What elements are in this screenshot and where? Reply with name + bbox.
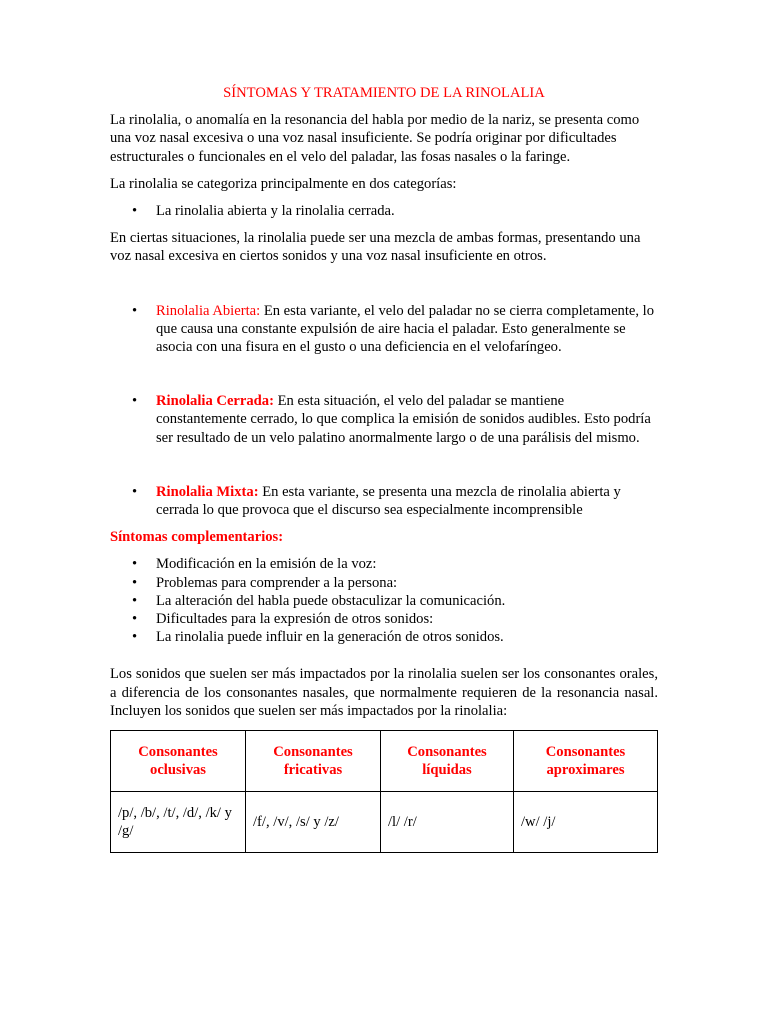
- bullet-icon: •: [132, 592, 138, 609]
- sounds-paragraph: Los sonidos que suelen ser más impactados por la rinolalia suelen ser los consonantes orales, a diferencia de los consonantes nasales, que normalmente requieren de la resonancia nasal. Incluyen los sonidos que suelen ser más impactados por la rinolalia:: [110, 666, 658, 719]
- type-label: Rinolalia Abierta:: [156, 302, 261, 319]
- table-header-cell: Consonantes aproximares: [514, 731, 658, 792]
- table-header-row: [111, 731, 658, 792]
- bullet-icon: •: [132, 203, 138, 220]
- bullet-icon: •: [132, 629, 138, 646]
- list-item-text: Modificación en la emisión de la voz:: [156, 556, 377, 573]
- intro-paragraph: La rinolalia, o anomalía en la resonancia del habla por medio de la nariz, se presenta como una voz nasal excesiva o una voz nasal insuficiente. Se podría originar por dificultades estructurales o funcionales en el velo del paladar, las fosas nasales o la faringe.: [110, 112, 640, 165]
- bullet-icon: •: [132, 393, 138, 410]
- list-item-text: La rinolalia puede influir en la generación de otros sonidos.: [156, 629, 504, 646]
- list-item-rinolalia-abierta: [110, 302, 658, 357]
- list-item: [110, 592, 658, 610]
- list-item: [110, 628, 658, 646]
- page-title: SÍNTOMAS Y TRATAMIENTO DE LA RINOLALIA: [223, 85, 545, 101]
- type-text: En esta variante, se presenta una mezcla de rinolalia abierta y cerrada lo que provoca que el discurso sea especialmente incomprensible: [156, 483, 621, 519]
- table-cell: /w/ /j/: [514, 792, 658, 853]
- table-header-cell: Consonantes oclusivas: [111, 731, 246, 792]
- type-label: Rinolalia Cerrada:: [156, 393, 274, 410]
- list-item: [110, 610, 658, 628]
- list-item-text: La alteración del habla puede obstaculizar la comunicación.: [156, 592, 506, 609]
- consonants-table: [110, 730, 658, 853]
- list-item-text: La rinolalia abierta y la rinolalia cerrada.: [156, 203, 395, 220]
- symptoms-list: [110, 555, 658, 646]
- type-text: En esta situación, el velo del paladar se mantiene constantemente cerrado, lo que complica la emisión de sonidos audibles. Esto podría ser resultado de un velo palatino anormalmente largo o de una parálisis del mismo.: [156, 393, 651, 446]
- document-body: [110, 84, 658, 853]
- symptoms-heading: Síntomas complementarios:: [110, 529, 284, 546]
- table-row: [111, 792, 658, 853]
- categories-intro: La rinolalia se categoriza principalmente en dos categorías:: [110, 175, 457, 192]
- list-item-rinolalia-mixta: [110, 483, 658, 519]
- bullet-icon: •: [132, 483, 138, 500]
- categories-list: [110, 202, 658, 220]
- list-item-text: Dificultades para la expresión de otros sonidos:: [156, 611, 434, 628]
- bullet-icon: •: [132, 574, 138, 591]
- types-list: [110, 302, 658, 520]
- list-item-text: Problemas para comprender a la persona:: [156, 574, 398, 591]
- bullet-icon: •: [132, 611, 138, 628]
- mixed-intro-paragraph: En ciertas situaciones, la rinolalia puede ser una mezcla de ambas formas, presentando una voz nasal excesiva en ciertos sonidos y una voz nasal insuficiente en otros.: [110, 230, 641, 265]
- bullet-icon: •: [132, 302, 138, 319]
- list-item: [110, 555, 658, 573]
- list-item: [110, 574, 658, 592]
- type-label: Rinolalia Mixta:: [156, 483, 259, 500]
- bullet-icon: •: [132, 556, 138, 573]
- table-cell: /l/ /r/: [381, 792, 514, 853]
- table-cell: /f/, /v/, /s/ y /z/: [246, 792, 381, 853]
- table-header-cell: Consonantes líquidas: [381, 731, 514, 792]
- list-item: [110, 202, 658, 220]
- table-header-cell: Consonantes fricativas: [246, 731, 381, 792]
- type-text: En esta variante, el velo del paladar no se cierra completamente, lo que causa una constante expulsión de aire hacia el paladar. Esto generalmente se asocia con una fisura en el gusto o una deficiencia en el velofaríngeo.: [156, 302, 655, 356]
- list-item-rinolalia-cerrada: [110, 392, 658, 447]
- table-cell: /p/, /b/, /t/, /d/, /k/ y /g/: [111, 792, 246, 853]
